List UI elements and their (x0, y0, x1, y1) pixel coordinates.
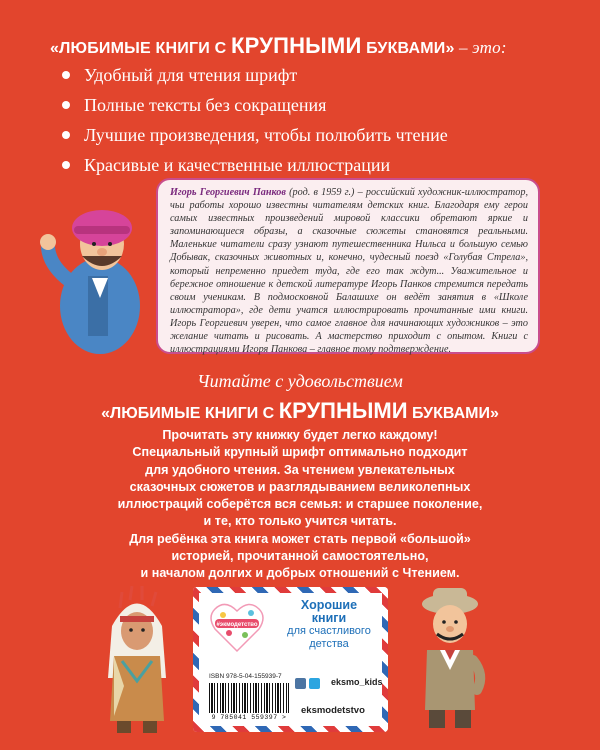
isbn: ISBN 978-5-04-155939-7 (209, 673, 282, 680)
illustrator-bio (156, 178, 540, 354)
description-line: иллюстраций соберётся вся семья: и старшее поколение, (117, 497, 483, 512)
description-line: Для ребёнка эта книга может стать первой «большой» (129, 531, 471, 546)
social-handle: eksmo_kids (331, 677, 383, 687)
website: eksmodetstvo (301, 705, 365, 716)
vk-icon (295, 678, 306, 689)
barcode-number: 9 785041 559397 > (211, 714, 287, 721)
series-title-2: «ЛЮБИМЫЕ КНИГИ С КРУПНЫМИ БУКВАМИ» (101, 398, 499, 423)
bullet-icon (62, 161, 70, 169)
gentleman-illustration (405, 580, 495, 735)
description-line: и началом долгих и добрых отношений с Чтением. (140, 566, 460, 581)
description (0, 427, 600, 583)
social-icons (295, 678, 320, 689)
feature-item: Красивые и качественные иллюстрации (62, 150, 448, 180)
illustrator-illustration (30, 186, 160, 356)
publisher-card (193, 587, 388, 732)
feature-item: Лучшие произведения, чтобы полюбить чтение (62, 120, 448, 150)
card-inner (199, 593, 382, 726)
series-title-open: «ЛЮБИМЫЕ КНИГИ С (50, 40, 231, 57)
bullet-icon (62, 131, 70, 139)
illustrator-name: Игорь Георгиевич Панков (170, 187, 286, 198)
telegram-icon (309, 678, 320, 689)
series-title-close: БУКВАМИ» (361, 40, 455, 57)
bullet-icon (62, 101, 70, 109)
feature-item: Полные тексты без сокращения (62, 90, 448, 120)
read-with-pleasure: Читайте с удовольствием (197, 371, 403, 391)
barcode (209, 683, 289, 713)
description-line: Специальный крупный шрифт оптимально подходит (132, 445, 468, 460)
feature-item: Удобный для чтения шрифт (62, 60, 448, 90)
bio-text: (род. в 1959 г.) – российский художник-иллюстратор, чьи работы хорошо известны читателям детских книг. Благодаря ему герои самых известных произведений мировой классики обретают яркие и запоминающиеся образы, а сказочные сюжеты становятся реальными. Маленькие читатели сразу узнают путешественника Нильса и большую семью Добывак, сказочных животных и, конечно, чудесный поезд «Голубая Стрела», который непременно приедет туда, где его так ждут... Уважительное и бережное отношение к детской литературе Игорь Панков стремится передать своим ученикам. В подмосковной Балашихе он ведёт занятия в «Школе иллюстратора», где дети учатся иллюстрировать прочитанные ими книги. Игорь Георгиевич уверен, что самое главное для начинающих художников – это желание читать и рисовать. А мастерство приходит с опытом. Книги с иллюстрациями Игоря Панкова – главное тому подтверждение. (170, 187, 528, 356)
description-line: историей, прочитанной самостоятельно, (171, 549, 429, 564)
series-title (50, 33, 507, 59)
description-line: и те, кто только учится читать. (203, 514, 397, 529)
description-line: для удобного чтения. За чтением увлекательных (145, 462, 455, 477)
description-line: Прочитать эту книжку будет легко каждому! (162, 428, 438, 442)
series-title-big: КРУПНЫМИ (230, 33, 362, 58)
heart-logo-icon (209, 599, 265, 653)
indian-chief-illustration (92, 586, 182, 736)
feature-list (62, 60, 448, 180)
bullet-icon (62, 71, 70, 79)
hashtag-text: #экмодетство (216, 622, 258, 628)
card-slogan: Хорошие книги для счастливого детства (287, 598, 371, 650)
description-line: сказочных сюжетов и разглядыванием великолепных (129, 479, 471, 494)
series-title-tail: – это: (454, 38, 507, 57)
